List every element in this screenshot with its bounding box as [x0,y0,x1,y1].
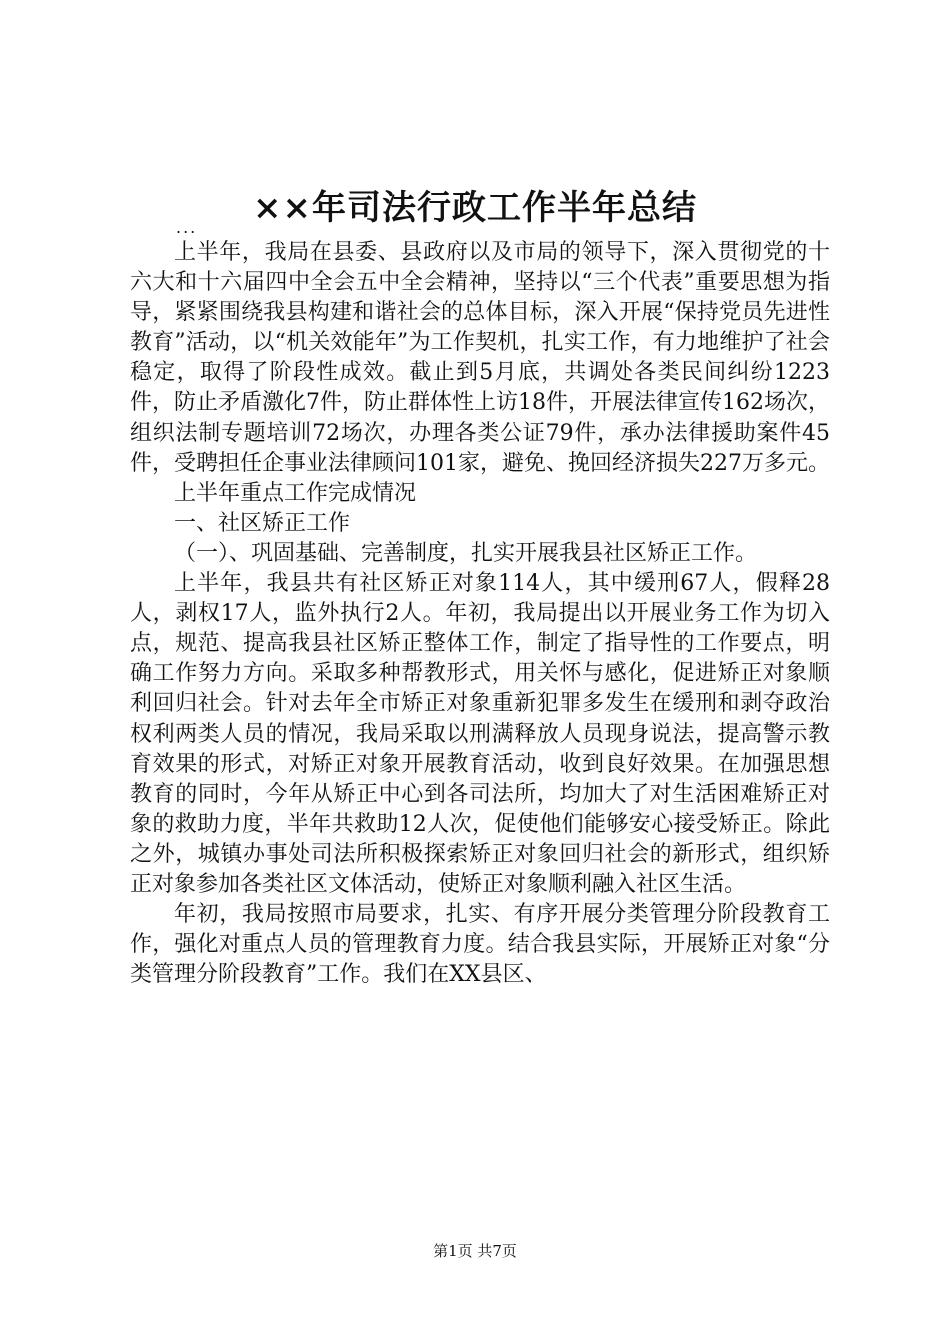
paragraph-correction-detail: 上半年，我县共有社区矫正对象114人，其中缓刑67人，假释28人，剥权17人，监外执行2人。年初，我局提出以开展业务工作为切入点，规范、提高我县社区矫正整体工作，制定了指导性的工作要点，明确工作努力方向。采取多种帮教形式，用关怀与感化，促进矫正对象顺利回归社会。针对去年全市矫正对象重新犯罪多发生在缓刑和剥夺政治权利两类人员的情况，我局采取以刑满释放人员现身说法，提高警示教育效果的形式，对矫正对象开展教育活动，收到良好效果。在加强思想教育的同时，今年从矫正中心到各司法所，均加大了对生活困难矫正对象的救助力度，半年共救助12人次，促使他们能够安心接受矫正。除此之外，城镇办事处司法所积极探索矫正对象回归社会的新形式，组织矫正对象参加各类社区文体活动，使矫正对象顺利融入社区生活。 [130,571,830,897]
document-body [130,238,830,990]
section-heading-key-work: 上半年重点工作完成情况 [174,480,417,506]
paragraph-classification: 年初，我局按照市局要求，扎实、有序开展分类管理分阶段教育工作，强化对重点人员的管理教育力度。结合我县实际，开展矫正对象“分类管理分阶段教育”工作。我们在XX县区、 [130,902,830,988]
document-title: ××年司法行政工作半年总结 [253,188,697,228]
ellipsis-marker: ... [176,218,198,237]
page-footer: 第1页 共7页 [433,1242,517,1260]
section-heading-community-correction: 一、社区矫正工作 [174,510,351,536]
subsection-heading-1: （一）、巩固基础、完善制度，扎实开展我县社区矫正工作。 [174,540,758,566]
paragraph-summary: 上半年，我局在县委、县政府以及市局的领导下，深入贯彻党的十六大和十六届四中全会五中全会精神，坚持以“三个代表”重要思想为指导，紧紧围绕我县构建和谐社会的总体目标，深入开展“保持党员先进性教育”活动，以“机关效能年”为工作契机，扎实工作，有力地维护了社会稳定，取得了阶段性成效。截止到5月底，共调处各类民间纠纷1223件，防止矛盾激化7件，防止群体性上访18件，开展法律宣传162场次，组织法制专题培训72场次，办理各类公证79件，承办法律援助案件45件，受聘担任企事业法律顾问101家，避免、挽回经济损失227万多元。 [130,240,830,476]
